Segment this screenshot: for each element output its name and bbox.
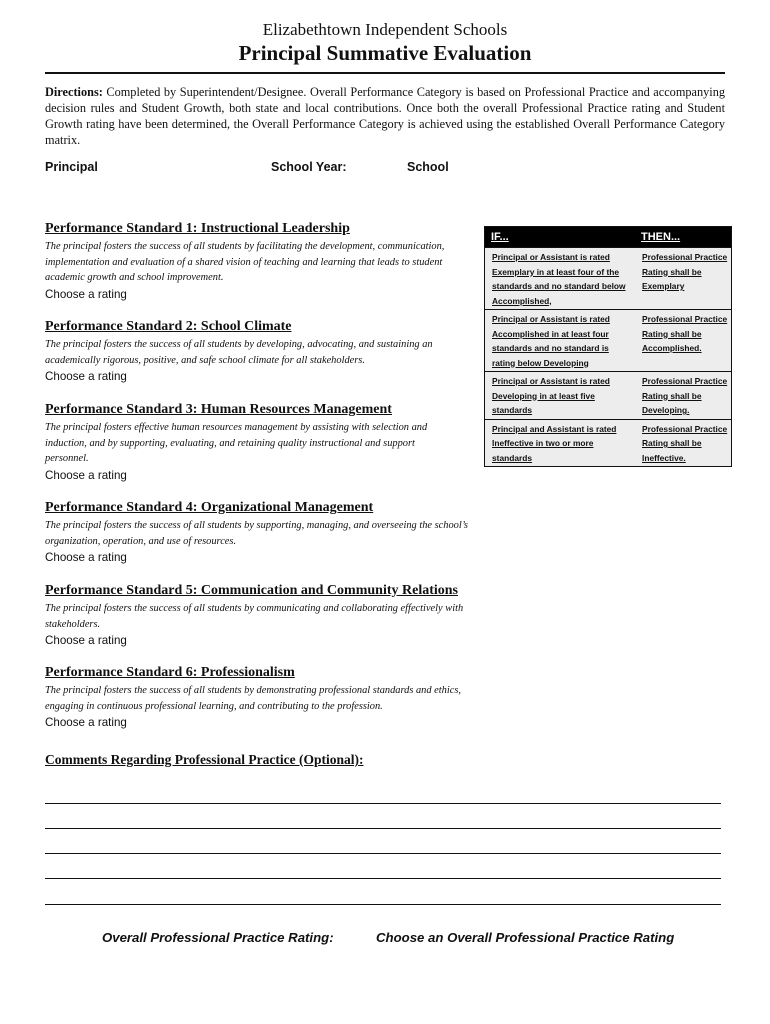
if-cell — [485, 310, 636, 372]
form-title: Principal Summative Evaluation — [238, 41, 532, 65]
then-text: Professional Practice Rating shall be Exemplary — [642, 252, 728, 291]
directions-paragraph — [45, 84, 725, 148]
overall-rating-dropdown[interactable]: Choose an Overall Professional Practice Rating — [376, 930, 675, 945]
standard-description: The principal fosters the success of all students by facilitating the development, communication, implementation and evaluation of a shared vision of teaching and learning that leads to student academic growth and school improvement. — [45, 241, 445, 283]
standard-description: The principal fosters the success of all students by communicating and collaborating effectively with stakeholders. — [45, 603, 464, 630]
standard-title: Performance Standard 6: Professionalism — [45, 665, 295, 680]
principal-field-label[interactable]: Principal — [45, 160, 98, 174]
if-text: Principal or Assistant is rated Accomplished in at least four standards and no standard is rating below Developing — [492, 314, 610, 368]
decision-rules-table — [484, 226, 732, 467]
table-row — [485, 419, 732, 467]
then-column-header: THEN... — [635, 227, 732, 248]
if-cell — [485, 419, 636, 467]
standard-description: The principal fosters the success of all students by demonstrating professional standards and ethics, engaging in continuous professional learning, and contributing to the profession. — [45, 685, 461, 712]
comment-line[interactable] — [45, 853, 721, 854]
then-text: Professional Practice Rating shall be Accomplished. — [642, 314, 728, 353]
then-cell — [635, 372, 732, 420]
standard-3 — [45, 401, 495, 484]
if-text: Principal or Assistant is rated Developing in at least five standards — [492, 376, 610, 415]
standard-title: Performance Standard 3: Human Resources Management — [45, 402, 392, 417]
directions-text: Completed by Superintendent/Designee. Overall Performance Category is based on Professional Practice and accompanying decision rules and Student Growth, both state and local contributions. Once both the overall Professional Practice rating and Student Growth rating have been determined, the Overall Performance Category is achieved using the established Overall Performance Category matrix. — [45, 85, 725, 147]
standard-2 — [45, 318, 495, 385]
rating-dropdown[interactable]: Choose a rating — [45, 716, 127, 729]
rating-dropdown[interactable]: Choose a rating — [45, 468, 127, 482]
district-name: Elizabethtown Independent Schools — [262, 20, 508, 39]
if-text: Principal and Assistant is rated Ineffective in two or more standards — [492, 423, 617, 463]
comment-line[interactable] — [45, 878, 721, 879]
then-text: Professional Practice Rating shall be Developing. — [642, 376, 728, 415]
rating-dropdown[interactable]: Choose a rating — [45, 551, 127, 564]
then-cell — [635, 419, 732, 467]
school-year-field-label[interactable]: School Year: — [271, 160, 347, 174]
rating-dropdown[interactable]: Choose a rating — [45, 370, 127, 383]
document-header — [0, 20, 770, 66]
standard-description: The principal fosters the success of all students by supporting, managing, and overseeing the school’s organization, operation, and use of resources. — [45, 520, 468, 547]
if-cell — [485, 248, 636, 310]
table-header-row — [485, 227, 732, 248]
directions-label: Directions: — [45, 85, 103, 99]
standard-description: The principal fosters the success of all students by developing, advocating, and sustaining an academically rigorous, positive, and safe school climate for all stakeholders. — [45, 339, 433, 366]
standard-description: The principal fosters effective human resources management by assisting with selection and induction, and by supporting, evaluating, and retaining quality instructional and support personnel. — [45, 422, 428, 464]
then-cell — [635, 310, 732, 372]
rating-dropdown[interactable]: Choose a rating — [45, 287, 127, 301]
standard-5 — [45, 582, 495, 649]
header-divider — [45, 72, 725, 74]
table-row — [485, 248, 732, 310]
standard-1 — [45, 220, 495, 303]
rating-dropdown[interactable]: Choose a rating — [45, 634, 127, 647]
if-text: Principal or Assistant is rated Exemplary in at least four of the standards and no standard below Accomplished, — [492, 252, 626, 306]
if-cell — [485, 372, 636, 420]
overall-rating-label: Overall Professional Practice Rating: — [102, 930, 334, 945]
standard-title: Performance Standard 4: Organizational Management — [45, 500, 374, 515]
standard-title: Performance Standard 2: School Climate — [45, 319, 292, 334]
table-row — [485, 372, 732, 420]
table-row — [485, 310, 732, 372]
standard-6 — [45, 664, 495, 731]
then-cell — [635, 248, 732, 310]
if-column-header: IF... — [485, 227, 636, 248]
standard-title: Performance Standard 1: Instructional Leadership — [45, 221, 350, 236]
standard-4 — [45, 499, 495, 566]
then-text: Professional Practice Rating shall be Ineffective. — [642, 423, 728, 463]
comments-heading: Comments Regarding Professional Practice (Optional): — [45, 752, 364, 767]
school-field-label[interactable]: School — [407, 160, 449, 174]
comment-line[interactable] — [45, 828, 721, 829]
comment-line[interactable] — [45, 904, 721, 905]
standard-title: Performance Standard 5: Communication and Community Relations — [45, 583, 458, 598]
comment-line[interactable] — [45, 803, 721, 804]
